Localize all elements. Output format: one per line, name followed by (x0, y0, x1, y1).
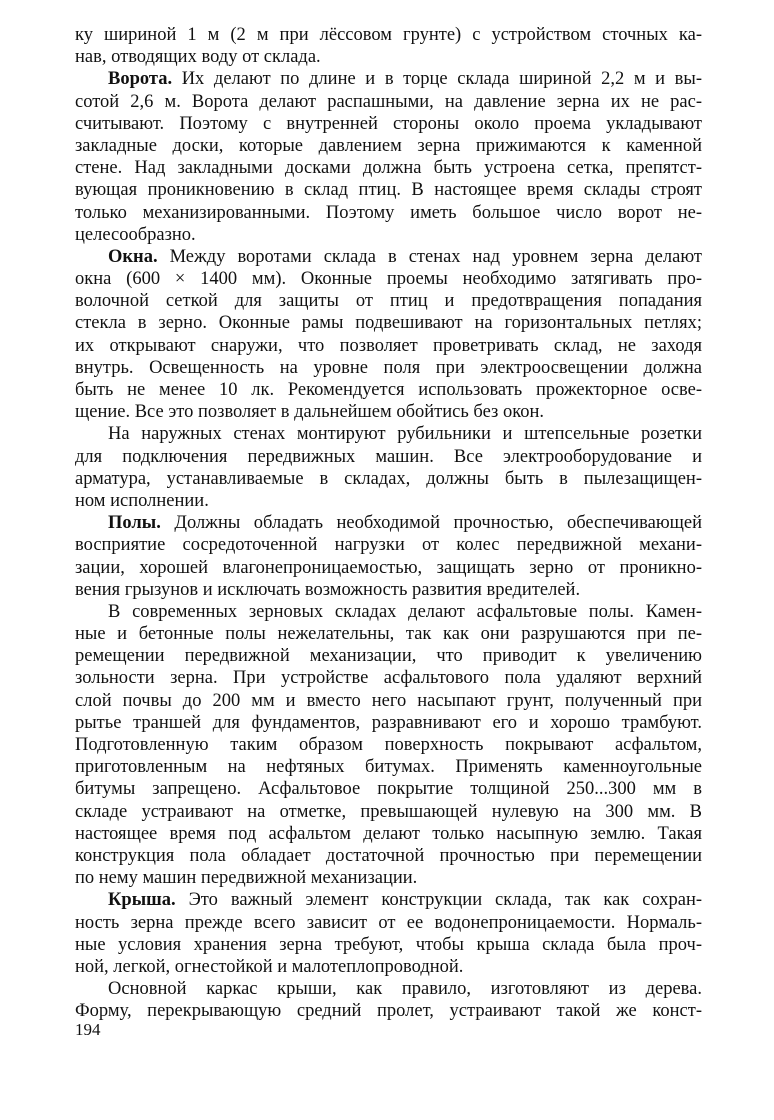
text-line: волочной сеткой для защиты от птиц и предотвращения попадания (75, 291, 702, 312)
text-line (75, 246, 702, 268)
section-heading-roof: Крыша. (108, 890, 176, 911)
text-line (75, 889, 702, 911)
text-line: В современных зерновых складах делают асфальтовые полы. Камен- (108, 601, 702, 622)
page-number: 194 (75, 1020, 101, 1039)
text-line (75, 512, 702, 534)
text-line: Основной каркас крыши, как правило, изготовляют из дерева. (108, 979, 702, 1000)
text-line (75, 68, 702, 90)
text-line: целесообразно. (75, 224, 196, 245)
text-line: стекла в зерно. Оконные рамы подвешивают на горизонтальных петлях; (75, 313, 702, 334)
text-line: Подготовленную таким образом поверхность покрывают асфальтом, (75, 735, 702, 755)
text-line: На наружных стенах монтируют рубильники и штепсельные розетки (108, 424, 702, 445)
text-line: считывают. Поэтому с внутренней стороны около проема укладывают (75, 113, 702, 134)
text-line: нав, отводящих воду от склада. (75, 47, 321, 68)
text-line-content: Между воротами склада в стенах над уровнем зерна делают (157, 246, 702, 267)
text-line: щение. Все это позволяет в дальнейшем обойтись без окон. (75, 402, 545, 423)
paragraph-roof (75, 889, 702, 978)
text-line-content: Должны обладать необходимой прочностью, обеспечивающей (160, 513, 702, 534)
text-line: их открывают снаружи, что позволяет проветривать склад, не заходя (75, 335, 702, 356)
text-line: восприятие сосредоточенной нагрузки от колес передвижной механи- (75, 535, 702, 556)
text-line-content: Это важный элемент конструкции склада, так как сохран- (175, 890, 702, 911)
text-line: Форму, перекрывающую средний пролет, устраивают такой же конст- (75, 1001, 702, 1022)
text-line: ку шириной 1 м (2 м при лёссовом грунте) с устройством сточных ка- (75, 25, 702, 45)
text-line: для подключения передвижных машин. Все электрооборудование и (75, 446, 702, 467)
text-line: внутрь. Освещенность на уровне поля при электроосвещении должна (75, 357, 702, 378)
text-line: ном исполнении. (75, 490, 209, 511)
text-line: сотой 2,6 м. Ворота делают распашными, на давление зерна их не рас- (75, 91, 702, 112)
body-text (75, 24, 702, 1022)
text-line: битумы запрещено. Асфальтовое покрытие толщиной 250...300 мм в (75, 779, 702, 800)
paragraph-gates (75, 68, 702, 246)
section-heading-windows: Окна. (108, 246, 158, 267)
text-line: только механизированными. Поэтому иметь большое число ворот не- (75, 202, 702, 223)
paragraph-asphalt-floors (75, 601, 702, 889)
text-line: вующая проникновению в склад птиц. В настоящее время склады строят (75, 180, 702, 201)
paragraph-roof-frame (75, 978, 702, 1022)
text-line: ремещении передвижной механизации, что приводит к увеличению (75, 646, 702, 667)
text-line: ной, легкой, огнестойкой и малотеплопроводной. (75, 956, 464, 977)
text-line: ные условия хранения зерна требуют, чтобы крыша склада была проч- (75, 934, 702, 955)
text-line: вения грызунов и исключать возможность развития вредителей. (75, 579, 581, 600)
text-line-content: Их делают по длине и в торце склада шириной 2,2 м и вы- (172, 69, 702, 90)
text-line: закладные доски, которые давлением зерна прижимаются к каменной (75, 135, 702, 156)
paragraph-windows (75, 246, 702, 424)
text-line: зации, хорошей влагонепроницаемостью, защищать зерно от проникно- (75, 557, 702, 578)
section-heading-gates: Ворота. (108, 69, 173, 90)
text-line: ные и бетонные полы нежелательны, так как они разрушаются при пе- (75, 624, 702, 645)
text-line: конструкция пола обладает достаточной прочностью при перемещении (75, 845, 702, 866)
text-line: стене. Над закладными досками должна быть устроена сетка, препятст- (75, 158, 702, 179)
paragraph-floors (75, 512, 702, 601)
text-line: рытье траншей для фундаментов, разравнивают его и хорошо трамбуют. (75, 712, 702, 733)
text-line: приготовленным на нефтяных битумах. Применять каменноугольные (75, 757, 702, 778)
text-line: быть не менее 10 лк. Рекомендуется использовать прожекторное осве- (75, 380, 702, 400)
text-line: ность зерна прежде всего зависит от ее водонепроницаемости. Нормаль- (75, 912, 702, 933)
text-line: окна (600 × 1400 мм). Оконные проемы необходимо затягивать про- (75, 269, 702, 290)
text-line: зольности зерна. При устройстве асфальтового пола удаляют верхний (75, 668, 702, 689)
text-line: настоящее время под асфальтом делают только насыпную землю. Такая (75, 823, 702, 844)
text-line: слой почвы до 200 мм и вместо него насыпают грунт, полученный при (75, 690, 702, 711)
text-line: по нему машин передвижной механизации. (75, 868, 418, 889)
text-line: складе устраивают на отметке, превышающей нулевую на 300 мм. В (75, 801, 702, 822)
section-heading-floors: Полы. (108, 513, 161, 534)
paragraph-drainage (75, 24, 702, 68)
text-line: арматура, устанавливаемые в складах, должны быть в пылезащищен- (75, 468, 702, 489)
paragraph-electrical (75, 423, 702, 512)
